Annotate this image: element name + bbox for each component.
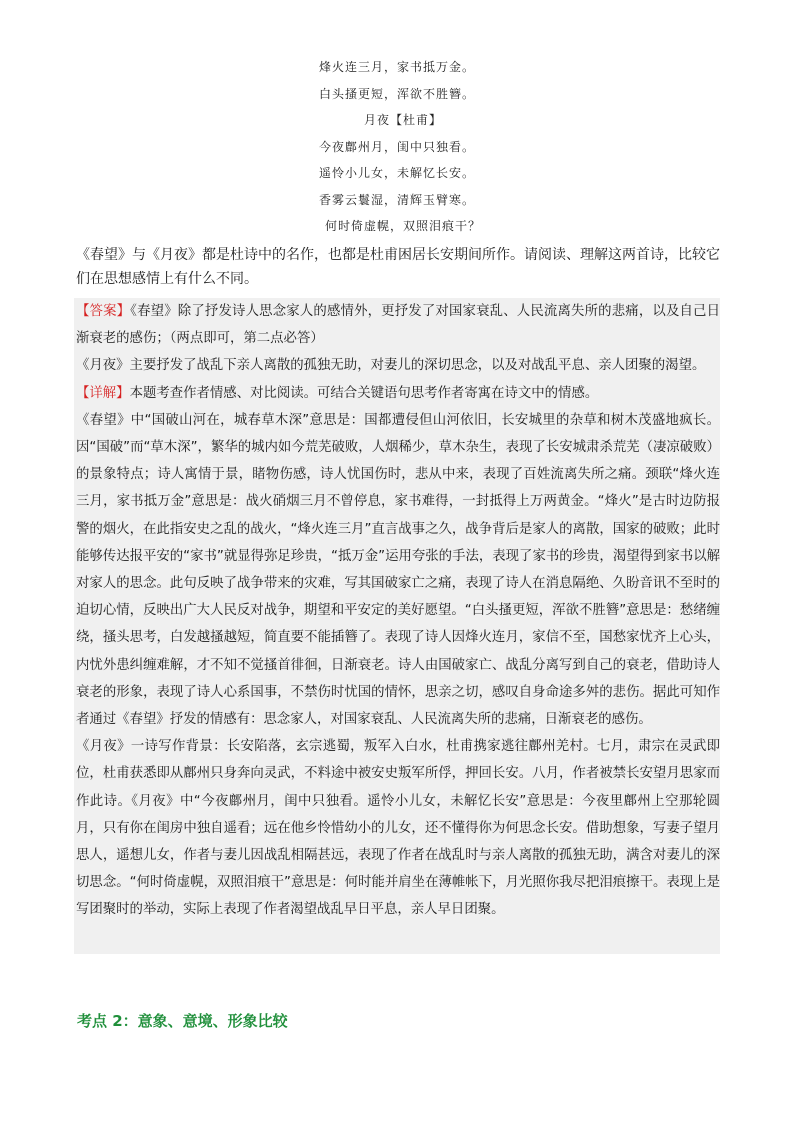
answer-part1	[76, 298, 720, 352]
answer-part2: 《月夜》主要抒发了战乱下亲人离散的孤独无助，对妻儿的深切思念，以及对战乱平息、亲人团聚的渴望。	[76, 358, 706, 374]
answer-block	[76, 298, 720, 924]
poem-block	[0, 54, 794, 240]
poem-title: 月夜【杜甫】	[363, 113, 442, 127]
answer-tag: 【答案】	[76, 304, 131, 319]
analysis-para-chunwang: 《春望》中“国破山河在，城春草木深”意思是：国都遭侵但山河依旧，长安城里的杂草和树木茂盛地疯长。因“国破”而“草木深”，繁华的城内如今荒芜破败，人烟稀少，草木杂生，表现了长安城肃杀荒芜（凄凉破败）的景象特点；诗人寓情于景，睹物伤感，诗人忧国伤时，悲从中来，表现了百姓流离失所之痛。颈联“烽火连三月，家书抵万金”意思是：战火硝烟三月不曾停息，家书难得，一封抵得上万两黄金。“烽火”是古时边防报警的烟火，在此指安史之乱的战火，“烽火连三月”直言战事之久，战争背后是家人的离散，国家的破败；此时能够传达报平安的“家书”就显得弥足珍贵，“抵万金”运用夸张的手法，表现了家书的珍贵，渴望得到家书以解对家人的思念。此句反映了战争带来的灾难，写其国破家亡之痛，表现了诗人在消息隔绝、久盼音讯不至时的迫切心情，反映出广大人民反对战争，期望和平安定的美好愿望。“白头搔更短，浑欲不胜簪”意思是：愁绪缠绕，搔头思考，白发越搔越短，简直要不能插簪了。表现了诗人因烽火连月，家信不至，国愁家忧齐上心头，内忧外患纠缠难解，才不知不觉搔首徘徊，日渐衰老。诗人由国破家亡、战乱分离写到自己的衰老，借助诗人衰老的形象，表现了诗人心系国事，不禁伤时忧国的情怀，思亲之切，感叹自身命途多舛的悲伤。据此可知作者通过《春望》抒发的情感有：思念家人，对国家衰乱、人民流离失所的悲痛，日渐衰老的感伤。	[76, 412, 720, 728]
poem-line: 何时倚虚幌，双照泪痕干？	[324, 219, 481, 233]
question-text: 《春望》与《月夜》都是杜诗中的名作，也都是杜甫困居长安期间所作。请阅读、理解这两首诗，比较它们在思想感情上有什么不同。	[76, 247, 720, 287]
section-heading: 考点 2：意象、意境、形象比较	[77, 1012, 288, 1030]
poem-line: 烽火连三月，家书抵万金。	[318, 60, 475, 74]
analysis-para-yueye: 《月夜》一诗写作背景：长安陷落，玄宗逃蜀，叛军入白水，杜甫携家逃往鄜州羌村。七月，肃宗在灵武即位，杜甫获悉即从鄜州只身奔向灵武，不料途中被安史叛军所俘，押回长安。八月，作者被禁长安望月思家而作此诗。《月夜》中“今夜鄜州月，闺中只独看。遥怜小儿女，未解忆长安”意思是：今夜里鄜州上空那轮圆月，只有你在闺房中独自遥看；远在他乡怜惜幼小的儿女，还不懂得你为何思念长安。借助想象，写妻子望月思人，遥想儿女，作者与妻儿因战乱相隔甚远，表现了作者在战乱时与亲人离散的孤独无助，满含对妻儿的深切思念。“何时倚虚幌，双照泪痕干”意思是：何时能并肩坐在薄帷帐下，月光照你我尽把泪痕擦干。表现上是写团聚时的举动，实际上表现了作者渴望战乱早日平息，亲人早日团聚。	[76, 739, 720, 918]
analysis-tag: 【详解】	[76, 385, 130, 401]
answer-text-1: 《春望》除了抒发诗人思念家人的感情外，更抒发了对国家衰乱、人民流离失所的悲痛，以及自己日渐衰老的感伤；（两点即可，第二点必答）	[76, 304, 721, 347]
analysis-intro	[76, 380, 720, 407]
poem-line: 白头搔更短，浑欲不胜簪。	[318, 86, 475, 101]
poem-line: 香雾云鬟湿，清辉玉臂寒。	[318, 192, 475, 207]
poem-line: 遥怜小儿女，未解忆长安。	[318, 166, 475, 180]
poem-line: 今夜鄜州月，闺中只独看。	[318, 139, 475, 154]
analysis-intro-text: 本题考查作者情感、对比阅读。可结合关键语句思考作者寄寓在诗文中的情感。	[129, 385, 599, 401]
